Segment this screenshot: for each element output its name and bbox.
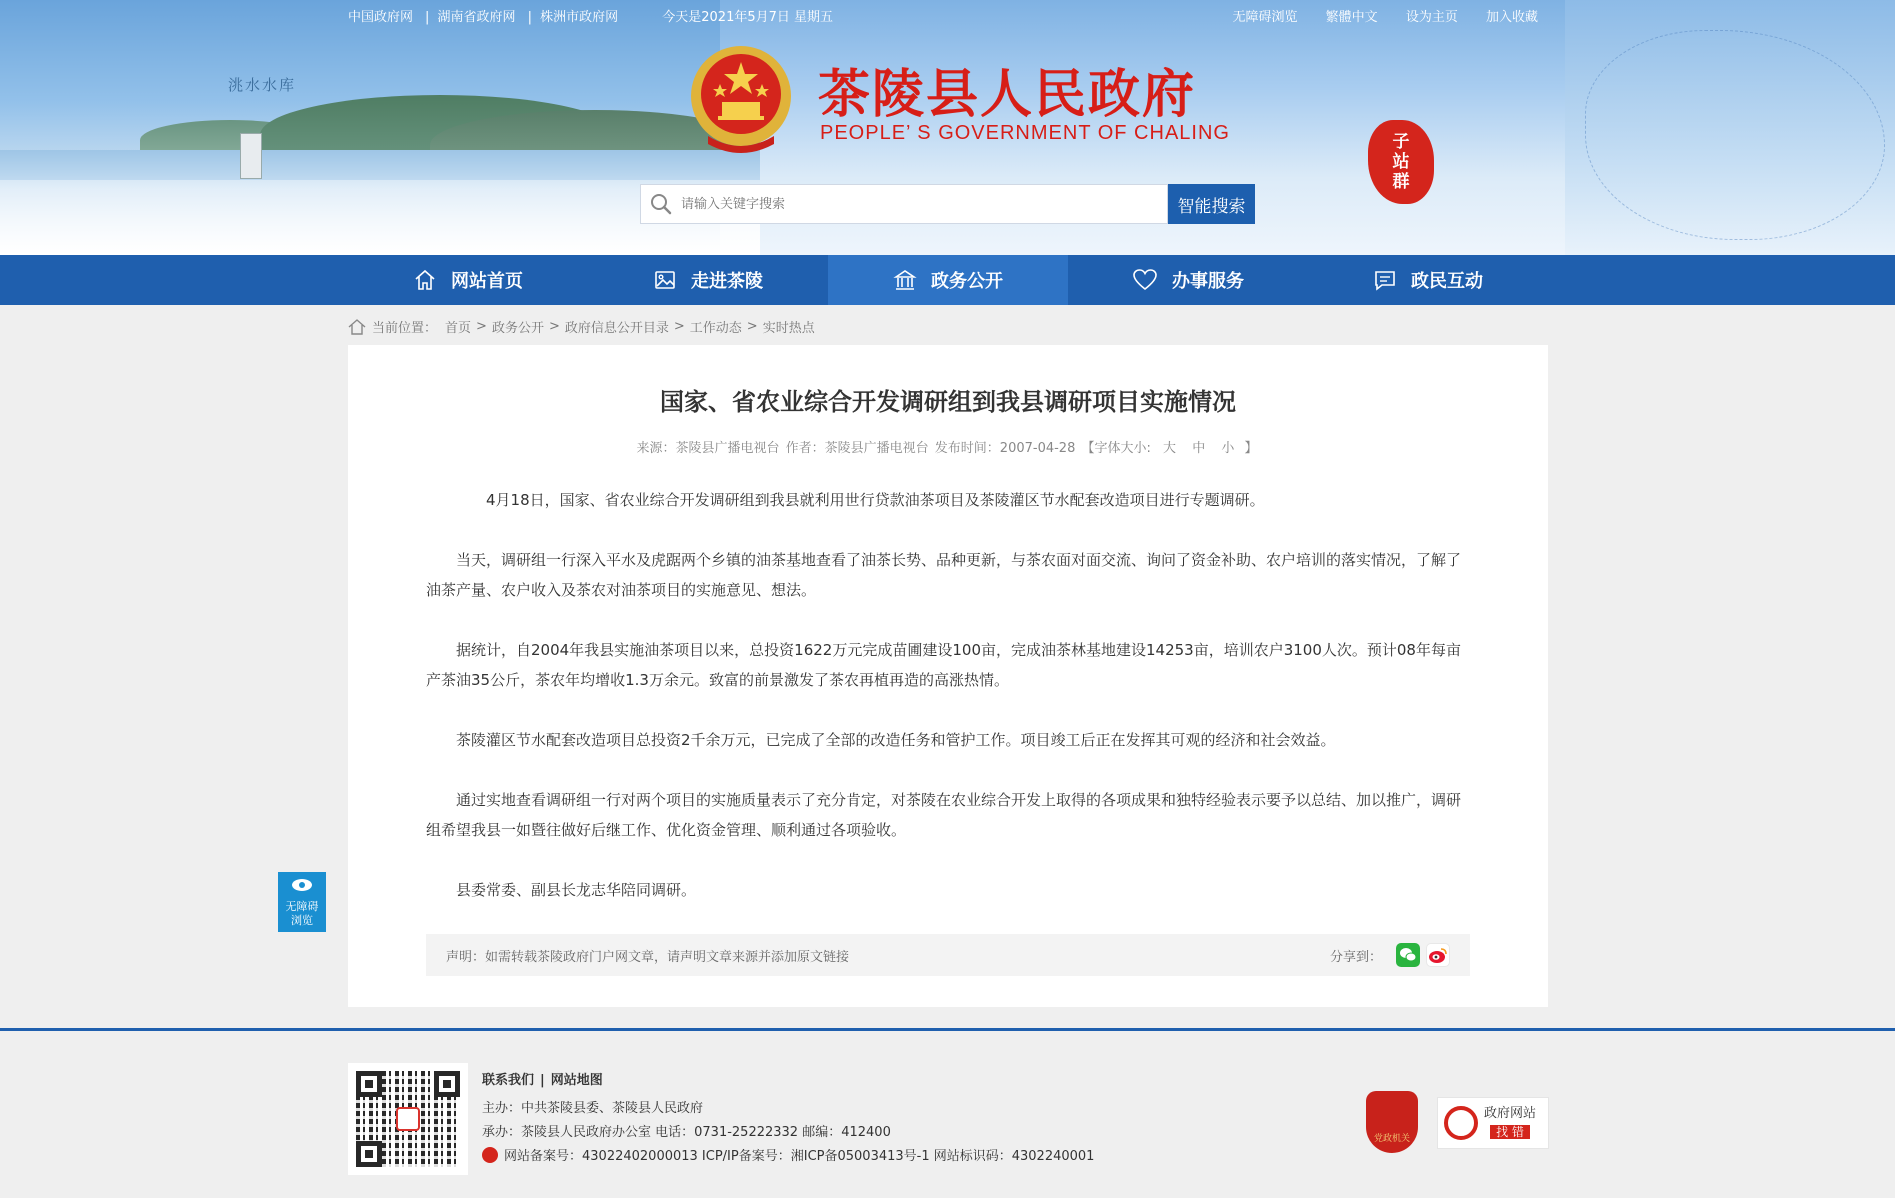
error-report-line1: 政府网站 — [1484, 1105, 1537, 1121]
nav-item-label: 走进茶陵 — [691, 271, 763, 292]
article-paragraph: 通过实地查看调研组一行对两个项目的实施质量表示了充分肯定，对茶陵在农业综合开发上取得的各项成果和独特经验表示要予以总结、加以推广，调研组希望我县一如暨往做好后继工作、优化资金管理、顺利通过各项验收。 — [426, 791, 1462, 839]
article-title: 国家、省农业综合开发调研组到我县调研项目实施情况 — [660, 388, 1236, 416]
error-report-line2: 找 错 — [1490, 1125, 1530, 1139]
topbar-left: 中国政府网 | 湖南省政府网 | 株洲市政府网 今天是2021年5月7日 星期五 — [348, 10, 834, 25]
footer-links: 联系我们 | 网站地图 — [482, 1073, 603, 1088]
footer-info — [482, 1069, 1094, 1169]
government-building-icon — [893, 268, 917, 292]
breadcrumb-info-catalog[interactable]: 政府信息公开目录 — [564, 321, 669, 336]
weibo-share-icon[interactable] — [1426, 943, 1450, 967]
tower-image — [240, 133, 262, 179]
site-title: 茶陵县人民政府 — [818, 64, 1197, 125]
national-emblem-icon — [688, 44, 794, 156]
topbar-right — [1209, 6, 1538, 28]
chat-icon — [1373, 268, 1397, 292]
article-paragraph: 县委常委、副县长龙志华陪同调研。 — [456, 881, 697, 899]
breadcrumb-separator: > — [746, 319, 758, 334]
nav-item-government-affairs[interactable] — [828, 255, 1068, 305]
home-icon — [348, 319, 366, 335]
article-paragraph: 当天，调研组一行深入平水及虎踞两个乡镇的油茶基地查看了油茶长势、品种更新，与茶农面对面交流、询问了资金补助、农户培训的落实情况，了解了油茶产量、农户收入及茶农对油茶项目的实施意见、想法。 — [426, 551, 1462, 599]
magnifier-icon — [1444, 1106, 1478, 1140]
search-icon — [641, 193, 681, 215]
breadcrumb-hot-topics[interactable]: 实时热点 — [762, 321, 815, 336]
declaration-text: 声明：如需转载茶陵政府门户网文章，请声明文章来源并添加原文链接 — [446, 949, 850, 965]
header-landscape — [0, 0, 720, 255]
article-body — [426, 485, 1470, 935]
breadcrumb-government-affairs[interactable]: 政务公开 — [491, 321, 544, 336]
footer-host: 主办：中共茶陵县委、茶陵县人民政府 — [482, 1101, 704, 1116]
wechat-share-icon[interactable] — [1396, 943, 1420, 967]
accessibility-float-line2: 浏览 — [291, 914, 313, 927]
nav-item-label: 政务公开 — [931, 271, 1003, 292]
picture-icon — [653, 268, 677, 292]
today-date: 今天是2021年5月7日 星期五 — [662, 10, 834, 25]
declaration-bar — [426, 934, 1470, 976]
nav-item-home[interactable] — [348, 255, 588, 305]
site-subtitle: PEOPLE’ S GOVERNMENT OF CHALING — [820, 122, 1230, 144]
font-size-open: 【字体大小: — [1081, 441, 1151, 456]
reservoir-label: 洮水水库 — [228, 76, 297, 94]
main-nav — [0, 255, 1895, 305]
search-bar — [640, 184, 1255, 224]
article-paragraph: 茶陵灌区节水配套改造项目总投资2千余万元，已完成了全部的改造任务和管护工作。项目竣工后正在发挥其可观的经济和社会效益。 — [456, 731, 1336, 749]
search-field — [640, 184, 1168, 224]
footer-record: 网站备案号：43022402000013 ICP/IP备案号：湘ICP备05003413号-1 网站标识码：4302240001 — [504, 1149, 1095, 1164]
link-zhuzhou-gov[interactable]: 株洲市政府网 — [540, 10, 619, 25]
heart-icon — [1132, 268, 1158, 292]
article-panel — [348, 345, 1548, 1007]
share-bar — [1330, 943, 1450, 967]
subsite-group-button[interactable] — [1368, 120, 1434, 204]
article-author: 作者：茶陵县广播电视台 — [785, 441, 929, 456]
accessibility-float-button[interactable] — [278, 872, 326, 932]
breadcrumb-separator: > — [548, 319, 560, 334]
nav-item-about[interactable] — [588, 255, 828, 305]
nav-item-label: 政民互动 — [1411, 271, 1483, 292]
site-header — [0, 0, 1895, 255]
breadcrumb-home[interactable]: 首页 — [445, 321, 472, 336]
nav-item-label: 办事服务 — [1172, 271, 1244, 292]
header-map-art — [1565, 0, 1895, 255]
party-gov-agency-label: 党政机关 — [1373, 1134, 1410, 1144]
set-homepage-link[interactable]: 设为主页 — [1405, 10, 1458, 25]
subsite-group-label: 子站群 — [1392, 132, 1410, 192]
nav-item-services[interactable] — [1068, 255, 1308, 305]
gov-site-error-report-button[interactable] — [1437, 1097, 1549, 1149]
article-paragraph: 4月18日，国家、省农业综合开发调研组到我县就利用世行贷款油茶项目及茶陵灌区节水配套改造项目进行专题调研。 — [486, 491, 1265, 509]
party-gov-agency-badge[interactable] — [1366, 1091, 1418, 1153]
site-footer — [0, 1028, 1895, 1198]
link-hunan-gov[interactable]: 湖南省政府网 — [437, 10, 516, 25]
sitemap-link[interactable]: 网站地图 — [550, 1073, 603, 1088]
article-paragraph: 据统计，自2004年我县实施油茶项目以来，总投资1622万元完成苗圃建设100亩，完成油茶林基地建设14253亩，培训农户3100人次。预计08年每亩产茶油35公斤，茶农年均增收1.3万余元。致富的前景激发了茶农再植再造的高涨热情。 — [426, 641, 1461, 689]
nav-item-interaction[interactable] — [1308, 255, 1548, 305]
article-date: 发布时间：2007-04-28 — [934, 441, 1076, 456]
home-icon — [413, 268, 437, 292]
traditional-chinese-link[interactable]: 繁體中文 — [1325, 10, 1378, 25]
font-size-small-button[interactable]: 小 — [1221, 441, 1235, 456]
qr-code — [348, 1063, 468, 1175]
breadcrumb-separator: > — [673, 319, 685, 334]
font-size-medium-button[interactable]: 中 — [1192, 441, 1206, 456]
police-badge-icon — [482, 1147, 498, 1163]
breadcrumb-work-news[interactable]: 工作动态 — [689, 321, 742, 336]
font-size-large-button[interactable]: 大 — [1163, 441, 1177, 456]
footer-organizer: 承办：茶陵县人民政府办公室 电话：0731-25222332 邮编：412400 — [482, 1125, 891, 1140]
eye-icon — [291, 878, 313, 892]
smart-search-button[interactable]: 智能搜索 — [1168, 184, 1255, 224]
share-label: 分享到： — [1329, 949, 1382, 965]
nav-item-label: 网站首页 — [451, 271, 523, 292]
contact-us-link[interactable]: 联系我们 — [482, 1073, 535, 1088]
font-size-close: 】 — [1244, 441, 1258, 456]
accessibility-float-line1: 无障碍 — [285, 900, 319, 913]
breadcrumb-separator: > — [476, 319, 487, 334]
accessibility-link[interactable]: 无障碍浏览 — [1232, 10, 1298, 25]
breadcrumb — [348, 317, 815, 336]
add-favorite-link[interactable]: 加入收藏 — [1485, 10, 1538, 25]
article-meta — [348, 437, 1548, 456]
article-source: 来源：茶陵县广播电视台 — [636, 441, 780, 456]
link-gov-cn[interactable]: 中国政府网 — [348, 10, 414, 25]
breadcrumb-label: 当前位置： — [372, 321, 438, 336]
search-input[interactable] — [681, 186, 1167, 222]
